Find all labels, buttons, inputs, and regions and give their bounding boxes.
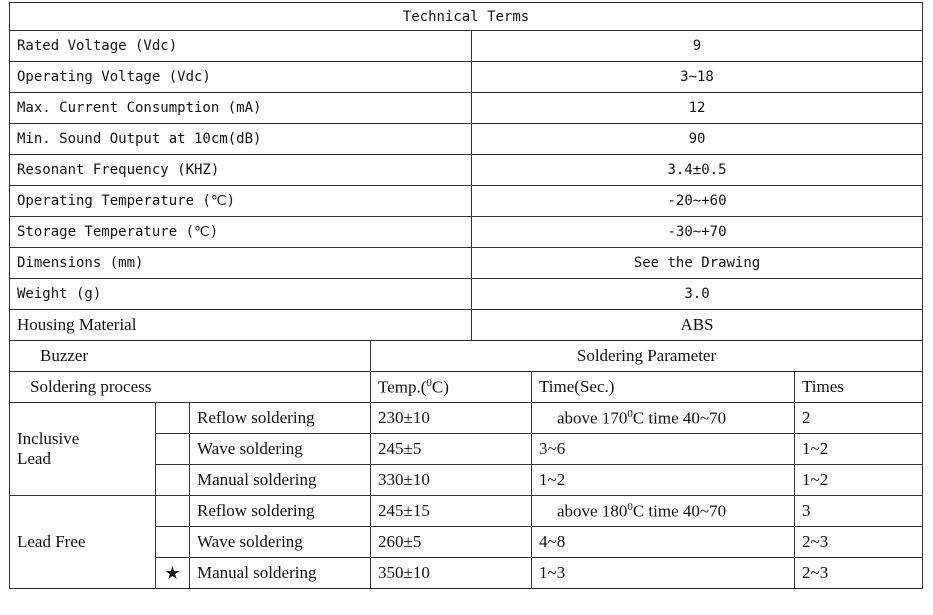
times-cell: 2 xyxy=(795,403,923,434)
spec-value: 90 xyxy=(472,124,923,155)
soldering-subheader-row xyxy=(10,372,923,403)
process-heading-buzzer: Buzzer xyxy=(10,341,371,372)
spec-label: Resonant Frequency (KHZ) xyxy=(10,155,472,186)
table-row xyxy=(10,403,923,434)
mark-cell xyxy=(156,496,190,527)
spec-row xyxy=(10,279,923,310)
spec-label: Dimensions (mm) xyxy=(10,248,472,279)
spec-row xyxy=(10,310,923,341)
method-cell: Reflow soldering xyxy=(190,403,371,434)
spec-label: Rated Voltage (Vdc) xyxy=(10,31,472,62)
spec-value: 3.4±0.5 xyxy=(472,155,923,186)
spec-label: Max. Current Consumption (mA) xyxy=(10,93,472,124)
times-cell: 2~3 xyxy=(795,527,923,558)
method-cell: Manual soldering xyxy=(190,558,371,589)
temp-cell: 230±10 xyxy=(371,403,532,434)
spec-row xyxy=(10,62,923,93)
time-cell: 4~8 xyxy=(532,527,795,558)
times-cell: 1~2 xyxy=(795,465,923,496)
spec-value: 12 xyxy=(472,93,923,124)
table-row xyxy=(10,496,923,527)
spec-label: Operating Temperature (℃) xyxy=(10,186,472,217)
temp-cell: 245±15 xyxy=(371,496,532,527)
spec-label: Storage Temperature (℃) xyxy=(10,217,472,248)
mark-cell xyxy=(156,434,190,465)
spec-value: 3.0 xyxy=(472,279,923,310)
method-cell: Reflow soldering xyxy=(190,496,371,527)
spec-row xyxy=(10,93,923,124)
parameter-heading: Soldering Parameter xyxy=(371,341,923,372)
spec-value: 3~18 xyxy=(472,62,923,93)
table-title: Technical Terms xyxy=(10,3,923,31)
col-times-header: Times xyxy=(795,372,923,403)
method-cell: Wave soldering xyxy=(190,527,371,558)
process-heading-soldering: Soldering process xyxy=(10,372,371,403)
time-cell: 1~3 xyxy=(532,558,795,589)
col-temp-header: Temp.($^0$C) xyxy=(371,372,532,403)
time-cell: 3~6 xyxy=(532,434,795,465)
mark-cell xyxy=(156,527,190,558)
times-cell: 2~3 xyxy=(795,558,923,589)
spec-row xyxy=(10,31,923,62)
time-cell: 1~2 xyxy=(532,465,795,496)
col-time-header: Time(Sec.) xyxy=(532,372,795,403)
temp-cell: 350±10 xyxy=(371,558,532,589)
spec-row xyxy=(10,124,923,155)
spec-value: -20~+60 xyxy=(472,186,923,217)
temp-cell: 245±5 xyxy=(371,434,532,465)
time-cell: above $180^0C$ time 40~70 xyxy=(532,496,795,527)
group-label-lead-free: Lead Free xyxy=(10,496,156,589)
temp-cell: 260±5 xyxy=(371,527,532,558)
method-cell: Manual soldering xyxy=(190,465,371,496)
mark-cell xyxy=(156,465,190,496)
technical-terms-table xyxy=(9,2,923,589)
time-cell: above $170^0C$ time 40~70 xyxy=(532,403,795,434)
times-cell: 3 xyxy=(795,496,923,527)
spec-row xyxy=(10,186,923,217)
spec-label: Weight (g) xyxy=(10,279,472,310)
spec-row xyxy=(10,217,923,248)
spec-value: -30~+70 xyxy=(472,217,923,248)
spec-row xyxy=(10,248,923,279)
spec-label: Housing Material xyxy=(10,310,472,341)
method-cell: Wave soldering xyxy=(190,434,371,465)
spec-value: ABS xyxy=(472,310,923,341)
soldering-header-row xyxy=(10,341,923,372)
spec-label: Min. Sound Output at 10cm(dB) xyxy=(10,124,472,155)
temp-cell: 330±10 xyxy=(371,465,532,496)
spec-value: See the Drawing xyxy=(472,248,923,279)
mark-cell xyxy=(156,558,190,589)
spec-value: 9 xyxy=(472,31,923,62)
mark-cell xyxy=(156,403,190,434)
group-label-inclusive-lead: Inclusive Lead xyxy=(10,403,156,496)
star-icon: ★ xyxy=(164,562,181,584)
times-cell: 1~2 xyxy=(795,434,923,465)
spec-label: Operating Voltage (Vdc) xyxy=(10,62,472,93)
spec-row xyxy=(10,155,923,186)
